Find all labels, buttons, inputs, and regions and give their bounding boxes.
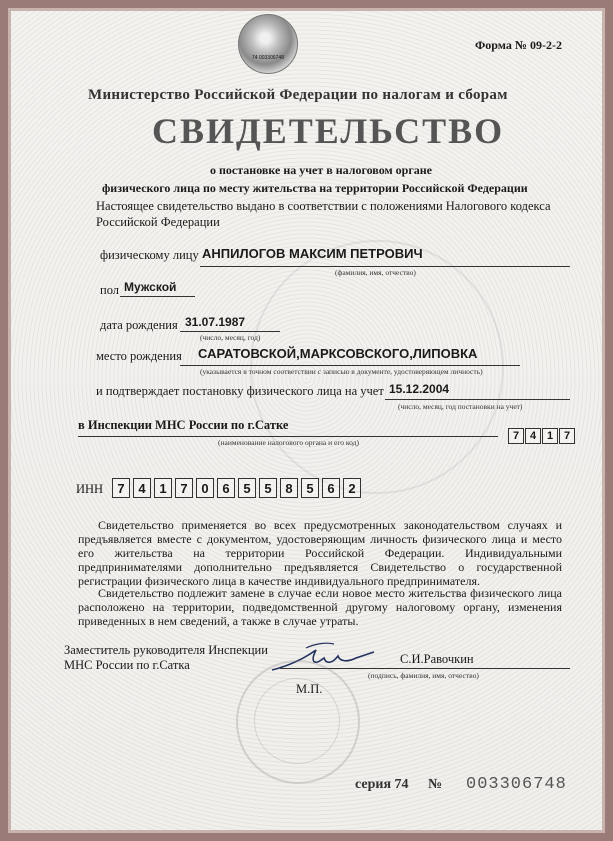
inn-digit: 1 <box>154 478 172 498</box>
confirm-date: 15.12.2004 <box>389 382 450 396</box>
birthplace-underline <box>180 365 520 366</box>
intro-text: Настоящее свидетельство выдано в соответствии с положениями Налогового кодекса Российской Федерации <box>96 199 551 229</box>
birthplace-value: САРАТОВСКОЙ,МАРКСОВСКОГО,ЛИПОВКА <box>198 346 478 361</box>
sex-label: пол <box>100 283 120 297</box>
birth-caption: (число, месяц, год) <box>200 333 261 342</box>
inn-digit: 0 <box>196 478 214 498</box>
code-digit: 7 <box>508 428 524 444</box>
inn-digit: 7 <box>112 478 130 498</box>
inn-digit: 7 <box>175 478 193 498</box>
birthplace-label: место рождения <box>96 349 182 363</box>
signer-caption: (подпись, фамилия, имя, отчество) <box>368 671 479 680</box>
inn-digit: 8 <box>280 478 298 498</box>
sex-underline <box>120 296 195 297</box>
stamp-place: М.П. <box>296 682 323 696</box>
person-label: физическому лицу <box>100 248 199 262</box>
inspection-caption: (наименование налогового органа и его код) <box>218 438 359 447</box>
code-digit: 7 <box>559 428 575 444</box>
paragraph-usage: Свидетельство применяется во всех предусмотренных законодательством случаях и предъявляется вместе с документом, удостоверяющим личность физического лица и место его жительства на территории Российской Федерации. Индивидуальными предпринимателями дополнительно предъявляется Свидетельство о государственной регистрации физического лица в качестве индивидуального предпринимателя. <box>78 518 562 588</box>
intro-line-1 <box>96 198 566 230</box>
hologram-seal <box>238 14 298 74</box>
subtitle-1: о постановке на учет в налоговом органе <box>210 163 433 177</box>
paragraph-replacement: Свидетельство подлежит замене в случае если новое место жительства физического лица расположено на территории, подведомственной другому налоговому органу, изменения приведенных в нем сведений, а также в случае утраты. <box>78 586 562 628</box>
person-caption: (фамилия, имя, отчество) <box>335 268 416 277</box>
number-sign: № <box>428 777 443 792</box>
form-number: Форма № 09-2-2 <box>475 38 562 52</box>
subtitle-2: физического лица по месту жительства на территории Российской Федерации <box>102 181 528 195</box>
confirm-label: и подтверждает постановку физического лица на учет <box>96 384 384 398</box>
inn-digit: 6 <box>217 478 235 498</box>
inn-digit: 5 <box>238 478 256 498</box>
birth-value: 31.07.1987 <box>185 315 246 329</box>
inn-label: ИНН <box>76 482 104 496</box>
inn-digit: 4 <box>133 478 151 498</box>
ministry-heading: Министерство Российской Федерации по налогам и сборам <box>88 87 508 103</box>
hologram-number: 74 003306748 <box>252 55 284 61</box>
person-underline <box>200 266 570 267</box>
series-label: серия 74 <box>355 777 409 792</box>
confirm-caption: (число, месяц, год постановки на учет) <box>398 402 523 411</box>
birth-label: дата рождения <box>100 318 178 332</box>
birthplace-caption: (указывается в точном соответствии с записью в документе, удостоверяющем личность) <box>200 367 483 376</box>
code-digit: 1 <box>542 428 558 444</box>
page-title: СВИДЕТЕЛЬСТВО <box>152 111 505 151</box>
signer-title-1: Заместитель руководителя Инспекции <box>64 643 268 657</box>
serial-number: 003306748 <box>466 775 567 794</box>
inn-digit: 5 <box>259 478 277 498</box>
inn-digit: 5 <box>301 478 319 498</box>
inspection-value: в Инспекции МНС России по г.Сатке <box>78 418 289 432</box>
confirm-underline <box>385 399 570 400</box>
person-name: АНПИЛОГОВ МАКСИМ ПЕТРОВИЧ <box>202 246 423 261</box>
inspection-code-boxes <box>508 426 576 444</box>
signer-title-2: МНС России по г.Сатка <box>64 658 190 672</box>
code-digit: 4 <box>525 428 541 444</box>
inn-digit: 6 <box>322 478 340 498</box>
sex-value: Мужской <box>124 280 177 294</box>
inspection-underline <box>78 436 498 437</box>
birth-underline <box>180 331 280 332</box>
signer-name: С.И.Равочкин <box>400 652 474 666</box>
inn-boxes <box>112 478 364 498</box>
inn-digit: 2 <box>343 478 361 498</box>
